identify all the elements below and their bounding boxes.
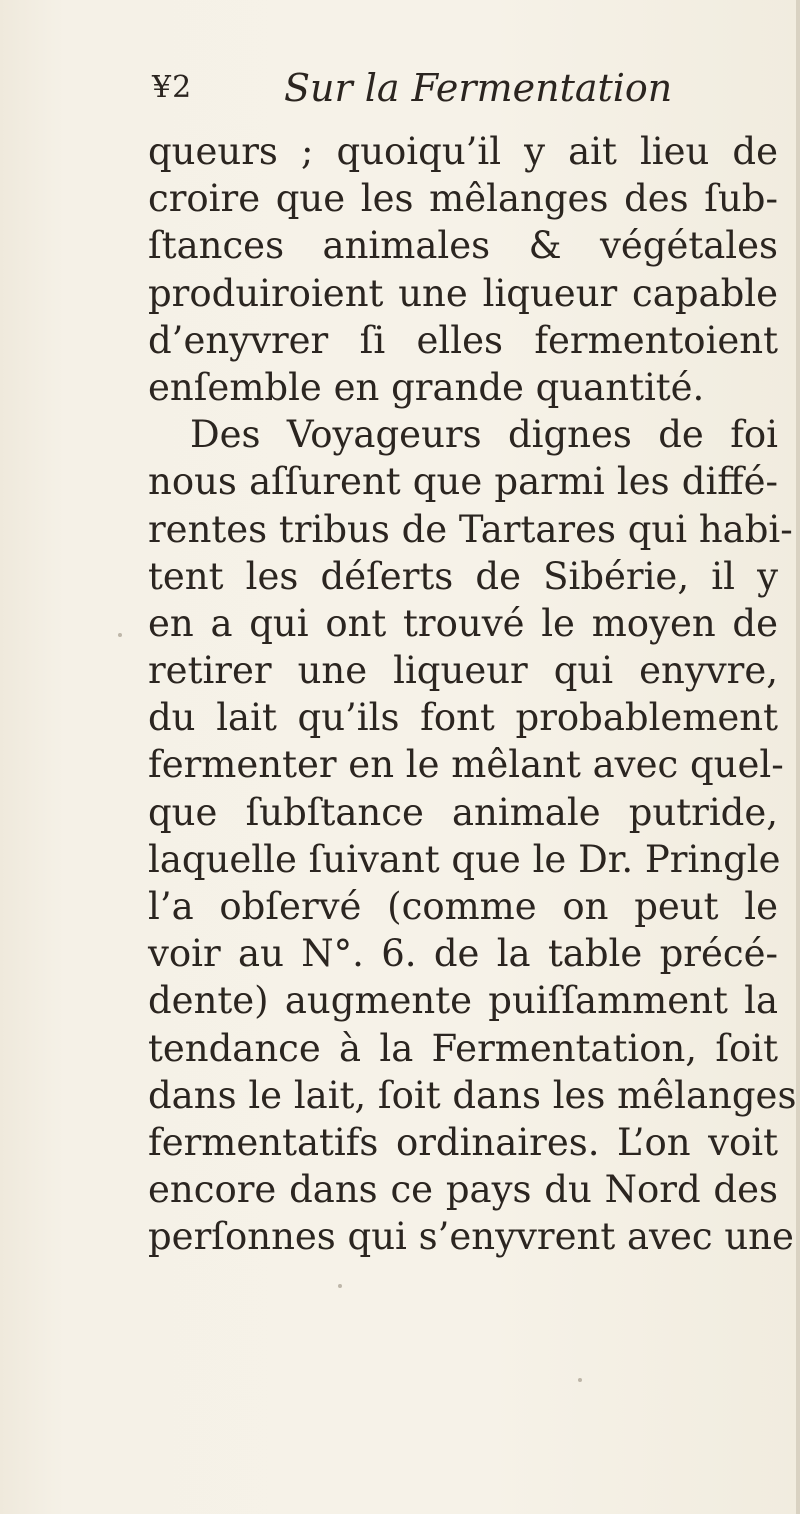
text-line: queurs ; quoiqu’il y ait lieu de [148, 130, 778, 173]
text-line: retirer une liqueur qui enyvre, [148, 649, 778, 693]
text-line: en a qui ont trouvé le moyen de [148, 601, 778, 645]
text-line: dans le lait, ſoit dans les mêlanges [148, 1073, 797, 1117]
text-line: du lait qu’ils font probablement [148, 696, 778, 740]
text-line: dente) augmente puiſſamment la [148, 979, 778, 1023]
text-line: ſtances animales & végétales [148, 224, 778, 268]
text-line: voir au N°. 6. de la table précé- [148, 932, 778, 976]
body-text [148, 128, 797, 1261]
page-header [152, 66, 712, 116]
text-line: laquelle ſuivant que le Dr. Pringle [148, 837, 781, 881]
page-number: ¥2 [152, 70, 193, 105]
paper-speck [118, 633, 122, 637]
text-line: fermenter en le mêlant avec quel- [148, 743, 784, 787]
text-line: produiroient une liqueur capable [148, 271, 778, 315]
paper-speck [578, 1378, 582, 1382]
text-line: l’a obſervé (comme on peut le [148, 885, 778, 928]
running-head: Sur la Fermentation [284, 66, 673, 110]
text-line: tendance à la Fermentation, ſoit [148, 1026, 778, 1070]
text-line: fermentatifs ordinaires. L’on voit [148, 1120, 778, 1164]
page-edge [796, 0, 800, 1514]
text-line: tent les déſerts de Sibérie, il y [148, 554, 778, 598]
text-line: nous aſſurent que parmi les diffé- [148, 460, 778, 504]
text-line: enſemble en grande quantité. [148, 365, 705, 409]
text-line: encore dans ce pays du Nord des [148, 1168, 778, 1212]
text-line: Des Voyageurs dignes de foi [190, 413, 778, 457]
text-line: perſonnes qui s’enyvrent avec une [148, 1215, 794, 1259]
text-line: croire que les mêlanges des ſub- [148, 177, 778, 221]
paper-speck [338, 1284, 342, 1288]
text-line: rentes tribus de Tartares qui habi- [148, 507, 793, 551]
text-line: que ſubſtance animale putride, [148, 790, 778, 834]
text-line: d’enyvrer ſi elles fermentoient [148, 318, 778, 362]
